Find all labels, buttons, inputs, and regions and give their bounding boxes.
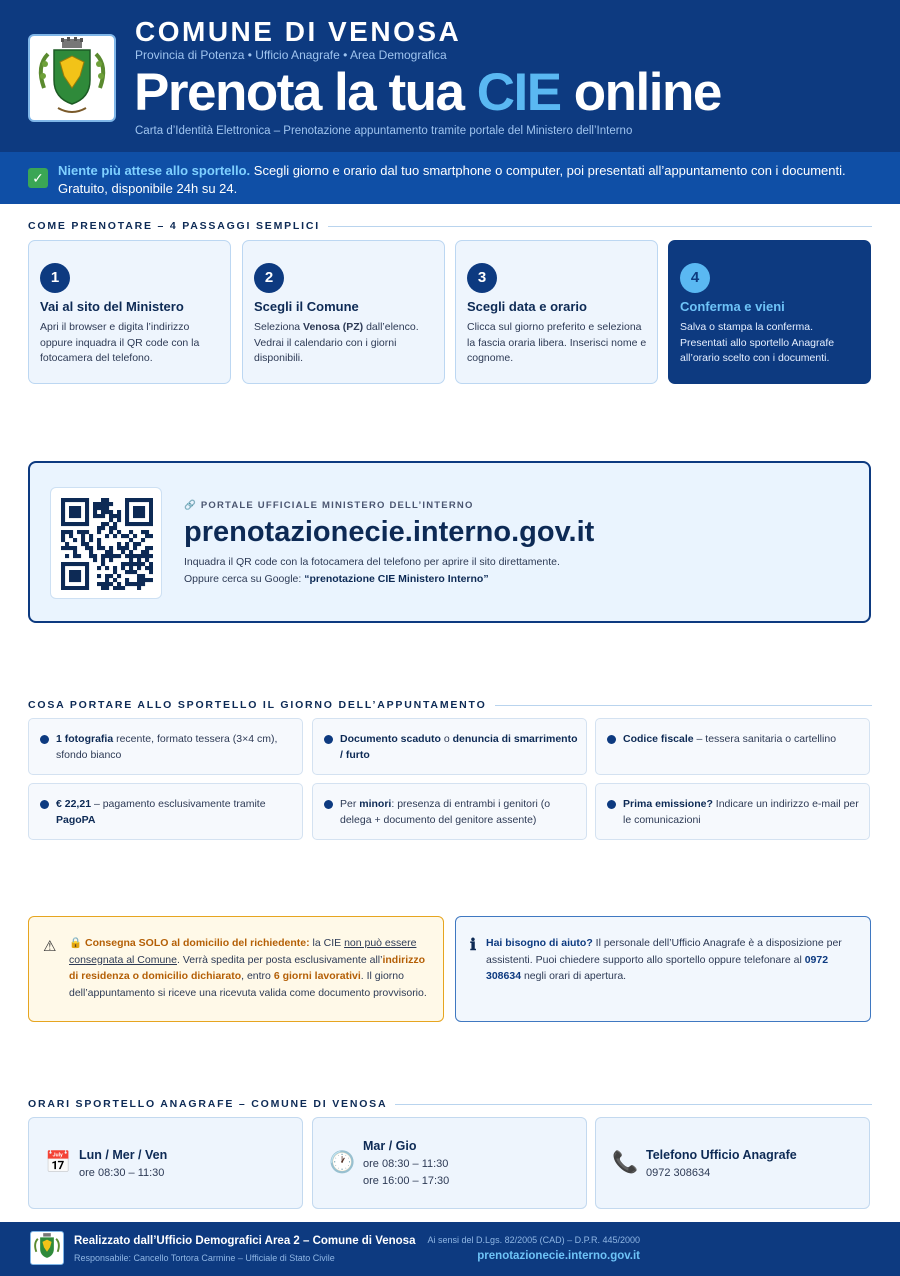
help-t2: negli orari di apertura.	[521, 970, 627, 982]
steps-section-title: COME PRENOTARE – 4 PASSAGGI SEMPLICI	[28, 220, 328, 232]
doc-item-text	[623, 797, 863, 828]
warning-t2: . Verrà spedita per posta esclusivamente all’	[177, 953, 383, 966]
doc-bold: Documento scaduto	[340, 733, 441, 745]
step-desc: Clicca sul giorno preferito e seleziona la fascia oraria libera. Inserisci nome e cognome.	[467, 321, 647, 364]
help-box	[455, 916, 871, 1022]
warning-t3: , entro	[241, 970, 274, 982]
hours-line: ore 16:00 – 17:30	[363, 1175, 450, 1187]
step-desc-pre: Seleziona	[254, 321, 304, 333]
hours-title: Lun / Mer / Ven	[79, 1148, 168, 1162]
hours-line: ore 08:30 – 11:30	[79, 1167, 165, 1179]
step-title: Conferma e vieni	[680, 299, 785, 314]
footer-url-link[interactable]: prenotazionecie.interno.gov.it	[477, 1250, 640, 1262]
page-title	[134, 62, 721, 123]
step-number: 2	[254, 263, 284, 293]
footer-credit: Realizzato dall’Ufficio Demografici Area 2 – Comune di Venosa	[74, 1235, 416, 1247]
bullet-icon	[607, 800, 616, 809]
info-banner	[0, 152, 900, 204]
portal-search-hint	[184, 573, 489, 585]
step-number: 1	[40, 263, 70, 293]
doc-text: : presenza di entrambi i genitori (o delega + documento del genitore assente)	[340, 798, 551, 826]
doc-item-document	[312, 718, 587, 775]
docs-section-header	[28, 699, 872, 713]
warning-underline: non può essere consegnata al Comune	[69, 937, 417, 966]
footer-responsible: Responsabile: Cancello Tortora Carmine – Ufficiale di Stato Civile	[74, 1253, 335, 1263]
step-desc: Apri il browser e digita l’indirizzo oppure inquadra il QR code con la fotocamera del telefono.	[40, 321, 200, 364]
help-text	[486, 935, 858, 985]
doc-item-photo	[28, 718, 303, 775]
search-hint-pre: Oppure cerca su Google:	[184, 573, 305, 585]
warning-t1: la CIE	[309, 937, 345, 949]
banner-body: Scegli giorno e orario dal tuo smartphone o computer, poi presentati all’appuntamento con i documenti. Gratuito, disponibile 24h su 24.	[58, 163, 846, 196]
help-phone[interactable]: 0972 308634	[486, 953, 829, 982]
title-part2: online	[560, 63, 721, 122]
portal-label-text: PORTALE UFFICIALE MINISTERO DELL’INTERNO	[200, 500, 474, 511]
doc-item-text	[340, 732, 580, 763]
bullet-icon	[607, 735, 616, 744]
doc-text: Per	[340, 798, 360, 810]
doc-bold: minori	[359, 798, 392, 810]
doc-text: recente, formato tessera (3×4 cm), sfondo bianco	[56, 733, 278, 761]
municipality-name: COMUNE DI VENOSA	[135, 16, 462, 47]
doc-text: – tessera sanitaria o cartellino	[693, 733, 837, 745]
doc-text: Indicare un indirizzo e-mail per le comunicazioni	[623, 798, 859, 826]
bullet-icon	[324, 800, 333, 809]
warning-icon: ⚠	[43, 938, 57, 955]
warning-title: Consegna SOLO al domicilio del richiedente:	[85, 937, 310, 949]
bullet-icon	[40, 800, 49, 809]
portal-box	[28, 461, 871, 623]
portal-url-link[interactable]: prenotazionecie.interno.gov.it	[184, 516, 595, 548]
help-t1: Il personale dell’Ufficio Anagrafe è a disposizione per assistenti. Puoi chiedere supporto allo sportello oppure telefonare al	[486, 937, 842, 966]
hours-card-tue-thu	[312, 1117, 587, 1209]
step-desc-bold: Venosa (PZ)	[303, 321, 364, 333]
step-title: Scegli il Comune	[254, 299, 359, 314]
step-desc-post: dall’elenco. Vedrai il calendario con i giorni disponibili.	[254, 321, 419, 364]
portal-label	[184, 500, 474, 511]
title-part1: Prenota la tua	[134, 63, 477, 122]
doc-text: o	[440, 733, 453, 745]
hours-card-phone	[595, 1117, 870, 1209]
search-hint-query: “prenotazione CIE Ministero Interno”	[304, 573, 489, 585]
doc-bold: denuncia di smarrimento / furto	[340, 733, 578, 761]
header	[0, 0, 900, 152]
doc-bold: € 22,21	[56, 798, 92, 810]
coat-of-arms-logo	[28, 34, 116, 122]
doc-bold: PagoPA	[56, 813, 96, 826]
doc-item-fiscal-code	[595, 718, 870, 775]
hours-section-header	[28, 1098, 872, 1112]
step-desc: Salva o stampa la conferma. Presentati allo sportello Anagrafe all’orario scelto con i documenti.	[680, 321, 835, 364]
header-tagline: Carta d’Identità Elettronica – Prenotazione appuntamento tramite portale del Ministero dell’Interno	[135, 125, 633, 137]
portal-instruction: Inquadra il QR code con la fotocamera del telefono per aprire il sito direttamente.	[184, 556, 560, 568]
step-card-1	[28, 240, 231, 384]
lock-icon: 🔒	[69, 937, 85, 949]
bullet-icon	[324, 735, 333, 744]
warning-days: 6 giorni lavorativi	[273, 970, 361, 982]
footer-coat-of-arms-logo	[30, 1231, 64, 1265]
doc-item-payment	[28, 783, 303, 840]
title-highlight: CIE	[476, 63, 561, 122]
qr-code[interactable]	[50, 487, 162, 599]
step-card-4	[668, 240, 871, 384]
clock-icon: 🕐	[329, 1151, 356, 1174]
calendar-icon: 📅	[45, 1151, 72, 1174]
step-title: Vai al sito del Ministero	[40, 299, 184, 314]
steps-section-header	[28, 220, 872, 234]
help-title: Hai bisogno di aiuto?	[486, 937, 593, 949]
check-icon: ✓	[28, 168, 48, 188]
doc-item-text	[623, 732, 863, 748]
step-card-3	[455, 240, 658, 384]
warning-address: indirizzo di residenza o domicilio dichiarato	[69, 953, 426, 982]
doc-item-text	[56, 732, 296, 763]
step-number: 3	[467, 263, 497, 293]
header-subtitle: Provincia di Potenza • Ufficio Anagrafe • Area Demografica	[135, 48, 447, 62]
doc-item-minors	[312, 783, 587, 840]
banner-bold: Niente più attese allo sportello.	[58, 163, 251, 178]
step-desc	[254, 320, 436, 367]
doc-text: – pagamento esclusivamente tramite	[91, 798, 266, 810]
hours-section-title: ORARI SPORTELLO ANAGRAFE – COMUNE DI VENOSA	[28, 1098, 395, 1110]
step-number: 4	[680, 263, 710, 293]
doc-item-text	[56, 797, 296, 828]
hours-card-mon-wed-fri	[28, 1117, 303, 1209]
hours-line: ore 08:30 – 11:30	[363, 1158, 449, 1170]
step-title: Scegli data e orario	[467, 299, 587, 314]
hours-title: Mar / Gio	[363, 1139, 417, 1153]
doc-bold: Codice fiscale	[623, 733, 694, 745]
info-icon: ℹ	[470, 935, 477, 954]
warning-text	[69, 935, 431, 1001]
step-card-2	[242, 240, 445, 384]
phone-icon: 📞	[612, 1151, 639, 1174]
link-icon: 🔗	[184, 500, 201, 511]
phone-number[interactable]: 0972 308634	[646, 1167, 711, 1179]
delivery-warning-box	[28, 916, 444, 1022]
doc-bold: Prima emissione?	[623, 798, 713, 810]
doc-bold: 1 fotografia	[56, 733, 114, 745]
footer-legal: Ai sensi del D.Lgs. 82/2005 (CAD) – D.P.R. 445/2000	[427, 1235, 640, 1245]
banner-text	[58, 162, 878, 198]
doc-item-first-issue	[595, 783, 870, 840]
hours-title: Telefono Ufficio Anagrafe	[646, 1148, 797, 1162]
footer	[0, 1222, 900, 1276]
bullet-icon	[40, 735, 49, 744]
warning-t4: . Il giorno dell’appuntamento si riceve una ricevuta valida come documento provvisorio.	[69, 970, 427, 999]
doc-item-text	[340, 797, 580, 828]
docs-section-title: COSA PORTARE ALLO SPORTELLO IL GIORNO DELL’APPUNTAMENTO	[28, 699, 495, 711]
